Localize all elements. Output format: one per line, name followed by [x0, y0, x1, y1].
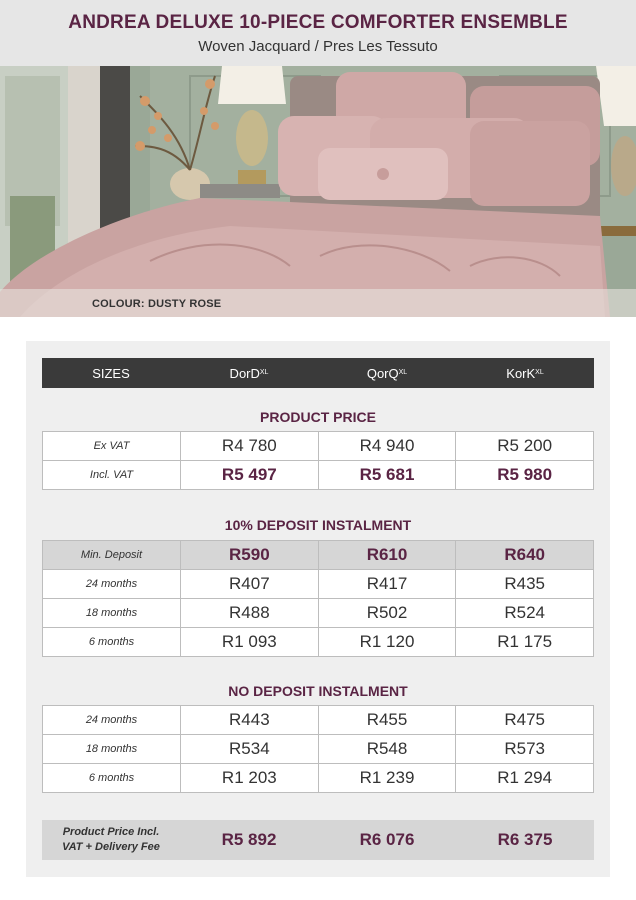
price-cell: R1 239: [319, 764, 456, 792]
price-cell: R590: [181, 541, 318, 569]
price-cell: R488: [181, 599, 318, 627]
deposit-instalment-title: 10% DEPOSIT INSTALMENT: [224, 517, 412, 533]
price-cell: R5 681: [319, 461, 456, 489]
table-row: [43, 735, 593, 763]
price-cell: R435: [456, 570, 593, 598]
table-row: [43, 764, 593, 792]
product-title: ANDREA DELUXE 10-PIECE COMFORTER ENSEMBLE: [68, 12, 568, 33]
price-cell: R502: [319, 599, 456, 627]
size-double: D or D XL: [229, 365, 269, 381]
row-label: 6 months: [43, 628, 180, 656]
price-cell: R1 294: [456, 764, 593, 792]
no-deposit-instalment-table: [42, 705, 594, 793]
row-label: 24 months: [43, 570, 180, 598]
price-cell: R1 203: [181, 764, 318, 792]
total-price-cell: R6 076: [359, 830, 415, 849]
price-cell: R548: [319, 735, 456, 763]
table-row: [43, 706, 593, 734]
row-label: Incl. VAT: [43, 461, 180, 489]
table-row: [43, 432, 593, 460]
colour-label: COLOUR: DUSTY ROSE: [92, 298, 222, 310]
price-cell: R534: [181, 735, 318, 763]
row-label: 18 months: [43, 735, 180, 763]
total-price-cell: R5 892: [221, 830, 277, 849]
product-price-title: PRODUCT PRICE: [260, 409, 376, 425]
table-row: [43, 570, 593, 598]
product-subtitle: Woven Jacquard / Pres Les Tessuto: [198, 38, 438, 55]
deposit-instalment-table: [42, 540, 594, 657]
table-row: [43, 541, 593, 569]
price-cell: R5 497: [181, 461, 318, 489]
price-cell: R475: [456, 706, 593, 734]
bedroom-illustration: [0, 66, 636, 317]
price-cell: R573: [456, 735, 593, 763]
no-deposit-instalment-title: NO DEPOSIT INSTALMENT: [228, 683, 408, 699]
price-cell: R610: [319, 541, 456, 569]
price-cell: R4 940: [319, 432, 456, 460]
price-cell: R407: [181, 570, 318, 598]
price-cell: R1 175: [456, 628, 593, 656]
table-row: [43, 461, 593, 489]
price-cell: R417: [319, 570, 456, 598]
row-label: 18 months: [43, 599, 180, 627]
price-cell: R640: [456, 541, 593, 569]
product-price-table: [42, 431, 594, 490]
row-label: 24 months: [43, 706, 180, 734]
header: [0, 0, 636, 66]
sizes-header: [42, 358, 594, 388]
price-cell: R1 093: [181, 628, 318, 656]
sizes-label: SIZES: [92, 365, 130, 381]
price-cell: R1 120: [319, 628, 456, 656]
total-price-cell: R6 375: [497, 830, 553, 849]
total-price-row: [42, 820, 594, 860]
size-king: K or K XL: [506, 365, 544, 381]
size-queen: Q or Q XL: [366, 365, 408, 381]
price-cell: R524: [456, 599, 593, 627]
row-label: Min. Deposit: [43, 541, 180, 569]
price-cell: R4 780: [181, 432, 318, 460]
row-label: 6 months: [43, 764, 180, 792]
price-cell: R5 980: [456, 461, 593, 489]
price-cell: R5 200: [456, 432, 593, 460]
table-row: [43, 628, 593, 656]
row-label: Ex VAT: [43, 432, 180, 460]
product-photo: [0, 66, 636, 317]
price-cell: R455: [319, 706, 456, 734]
price-cell: R443: [181, 706, 318, 734]
table-row: [43, 599, 593, 627]
total-label: Product Price Incl. VAT + Delivery Fee: [62, 826, 160, 853]
